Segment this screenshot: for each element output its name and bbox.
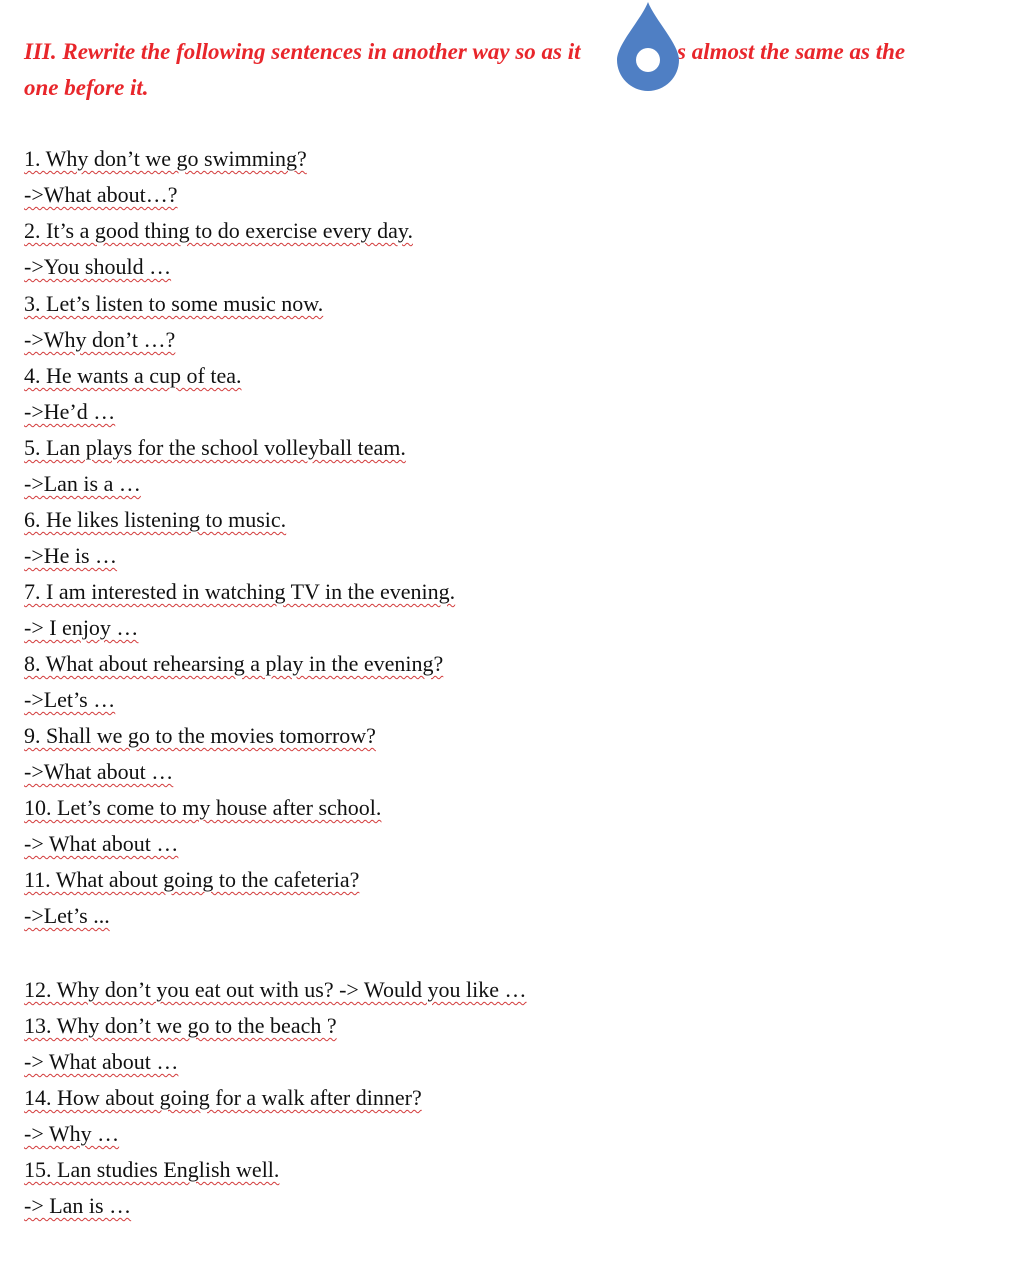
question-6: 6. He likes listening to music. bbox=[24, 507, 287, 532]
answer-prompt-7: -> I enjoy … bbox=[24, 615, 139, 640]
answer-prompt-14: -> Why … bbox=[24, 1121, 120, 1146]
question-8: 8. What about rehearsing a play in the evening? bbox=[24, 651, 444, 676]
question-3: 3. Let’s listen to some music now. bbox=[24, 291, 324, 316]
answer-prompt-13: -> What about … bbox=[24, 1049, 179, 1074]
answer-prompt-6: ->He is … bbox=[24, 543, 118, 568]
answer-prompt-3: ->Why don’t …? bbox=[24, 327, 176, 352]
question-7: 7. I am interested in watching TV in the evening. bbox=[24, 579, 456, 604]
answer-prompt-8: ->Let’s … bbox=[24, 687, 116, 712]
answer-prompt-2: ->You should … bbox=[24, 254, 172, 279]
question-4: 4. He wants a cup of tea. bbox=[24, 363, 242, 388]
answer-prompt-11: ->Let’s ... bbox=[24, 903, 110, 928]
heading-line-1-end: s almost the same as the bbox=[677, 39, 906, 64]
question-12: 12. Why don’t you eat out with us? -> Would you like … bbox=[24, 977, 527, 1002]
question-13: 13. Why don’t we go to the beach ? bbox=[24, 1013, 337, 1038]
answer-prompt-15: -> Lan is … bbox=[24, 1193, 132, 1218]
answer-prompt-1: ->What about…? bbox=[24, 182, 178, 207]
answer-prompt-10: -> What about … bbox=[24, 831, 179, 856]
answer-prompt-9: ->What about … bbox=[24, 759, 174, 784]
question-15: 15. Lan studies English well. bbox=[24, 1157, 280, 1182]
question-9: 9. Shall we go to the movies tomorrow? bbox=[24, 723, 376, 748]
answer-prompt-4: ->He’d … bbox=[24, 399, 116, 424]
question-14: 14. How about going for a walk after dinner? bbox=[24, 1085, 422, 1110]
question-10: 10. Let’s come to my house after school. bbox=[24, 795, 382, 820]
question-11: 11. What about going to the cafeteria? bbox=[24, 867, 360, 892]
water-drop-icon[interactable] bbox=[615, 0, 681, 92]
heading-line-1: III. Rewrite the following sentences in another way so as it bbox=[24, 39, 581, 64]
answer-prompt-5: ->Lan is a … bbox=[24, 471, 141, 496]
question-1: 1. Why don’t we go swimming? bbox=[24, 146, 307, 171]
heading-line-2: one before it. bbox=[24, 75, 149, 100]
question-2: 2. It’s a good thing to do exercise every day. bbox=[24, 218, 413, 243]
question-5: 5. Lan plays for the school volleyball team. bbox=[24, 435, 406, 460]
